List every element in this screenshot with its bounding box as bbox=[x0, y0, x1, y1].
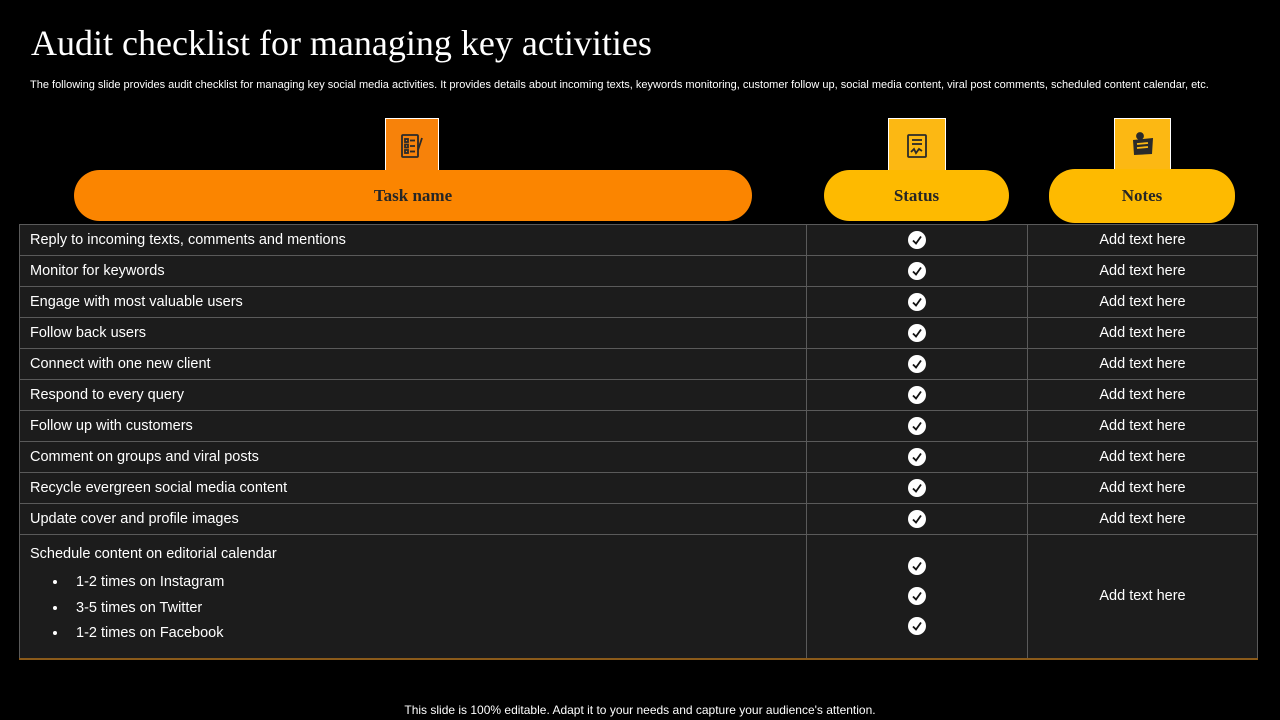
footer-note: This slide is 100% editable. Adapt it to your needs and capture your audience's attention. bbox=[404, 703, 876, 717]
schedule-subitems bbox=[30, 570, 806, 647]
page-title: Audit checklist for managing key activities bbox=[31, 23, 652, 63]
check-circle-icon bbox=[908, 557, 926, 575]
notes-header bbox=[1049, 169, 1235, 223]
status-cell bbox=[807, 349, 1028, 380]
task-cell: Connect with one new client bbox=[20, 349, 807, 380]
checklist-clipboard-icon bbox=[385, 118, 439, 174]
notes-cell[interactable]: Add text here bbox=[1028, 318, 1258, 349]
audit-checklist-table bbox=[19, 224, 1258, 660]
list-item: • 1-2 times on Facebook bbox=[68, 621, 806, 647]
check-circle-icon bbox=[908, 386, 926, 404]
check-circle-icon bbox=[908, 510, 926, 528]
table-row bbox=[20, 442, 1258, 473]
status-header bbox=[824, 170, 1009, 221]
check-circle-icon bbox=[908, 293, 926, 311]
table-row bbox=[20, 318, 1258, 349]
task-cell: Update cover and profile images bbox=[20, 504, 807, 535]
notes-cell[interactable]: Add text here bbox=[1028, 504, 1258, 535]
table-row bbox=[20, 411, 1258, 442]
status-cell bbox=[807, 473, 1028, 504]
task-name-header bbox=[74, 170, 752, 221]
task-cell bbox=[20, 535, 807, 659]
list-item: • 3-5 times on Twitter bbox=[68, 596, 806, 622]
table-row bbox=[20, 349, 1258, 380]
task-cell: Comment on groups and viral posts bbox=[20, 442, 807, 473]
table-row bbox=[20, 287, 1258, 318]
notes-cell[interactable]: Add text here bbox=[1028, 535, 1258, 659]
check-circle-icon bbox=[908, 617, 926, 635]
task-name-header-label: Task name bbox=[373, 185, 453, 205]
notes-cell[interactable]: Add text here bbox=[1028, 380, 1258, 411]
status-header-label: Status bbox=[893, 185, 940, 205]
status-cell bbox=[807, 442, 1028, 473]
task-cell: Respond to every query bbox=[20, 380, 807, 411]
notes-header-label: Notes bbox=[1121, 186, 1163, 205]
status-cell bbox=[807, 380, 1028, 411]
notes-cell[interactable]: Add text here bbox=[1028, 225, 1258, 256]
status-cell bbox=[807, 225, 1028, 256]
notes-cell[interactable]: Add text here bbox=[1028, 287, 1258, 318]
task-cell: Follow up with customers bbox=[20, 411, 807, 442]
notes-cell[interactable]: Add text here bbox=[1028, 256, 1258, 287]
check-circle-icon bbox=[908, 231, 926, 249]
task-cell: Monitor for keywords bbox=[20, 256, 807, 287]
table-row bbox=[20, 225, 1258, 256]
page-subtitle: The following slide provides audit checklist for managing key social media activities. It provides details about incoming texts, keywords monitoring, customer follow up, social media content, viral post comments, scheduled content calendar, etc. bbox=[30, 79, 1209, 91]
task-cell: Reply to incoming texts, comments and mentions bbox=[20, 225, 807, 256]
status-cell bbox=[807, 504, 1028, 535]
status-cell bbox=[807, 318, 1028, 349]
check-circle-icon bbox=[908, 417, 926, 435]
table-row bbox=[20, 473, 1258, 504]
status-cell bbox=[807, 411, 1028, 442]
status-cell bbox=[807, 535, 1028, 659]
check-circle-icon bbox=[908, 448, 926, 466]
table-row bbox=[20, 504, 1258, 535]
table-row-schedule bbox=[20, 535, 1258, 659]
task-cell: Engage with most valuable users bbox=[20, 287, 807, 318]
check-circle-icon bbox=[908, 587, 926, 605]
list-item: • 1-2 times on Instagram bbox=[68, 570, 806, 596]
pinned-note-icon bbox=[1114, 118, 1171, 174]
task-cell: Recycle evergreen social media content bbox=[20, 473, 807, 504]
status-cell bbox=[807, 256, 1028, 287]
document-signature-icon bbox=[888, 118, 946, 174]
task-cell: Follow back users bbox=[20, 318, 807, 349]
schedule-title: Schedule content on editorial calendar bbox=[30, 546, 277, 562]
status-cell bbox=[807, 287, 1028, 318]
check-circle-icon bbox=[908, 262, 926, 280]
notes-cell[interactable]: Add text here bbox=[1028, 349, 1258, 380]
notes-cell[interactable]: Add text here bbox=[1028, 411, 1258, 442]
table-row bbox=[20, 256, 1258, 287]
notes-cell[interactable]: Add text here bbox=[1028, 473, 1258, 504]
check-circle-icon bbox=[908, 479, 926, 497]
check-circle-icon bbox=[908, 355, 926, 373]
check-circle-icon bbox=[908, 324, 926, 342]
table-row bbox=[20, 380, 1258, 411]
notes-cell[interactable]: Add text here bbox=[1028, 442, 1258, 473]
